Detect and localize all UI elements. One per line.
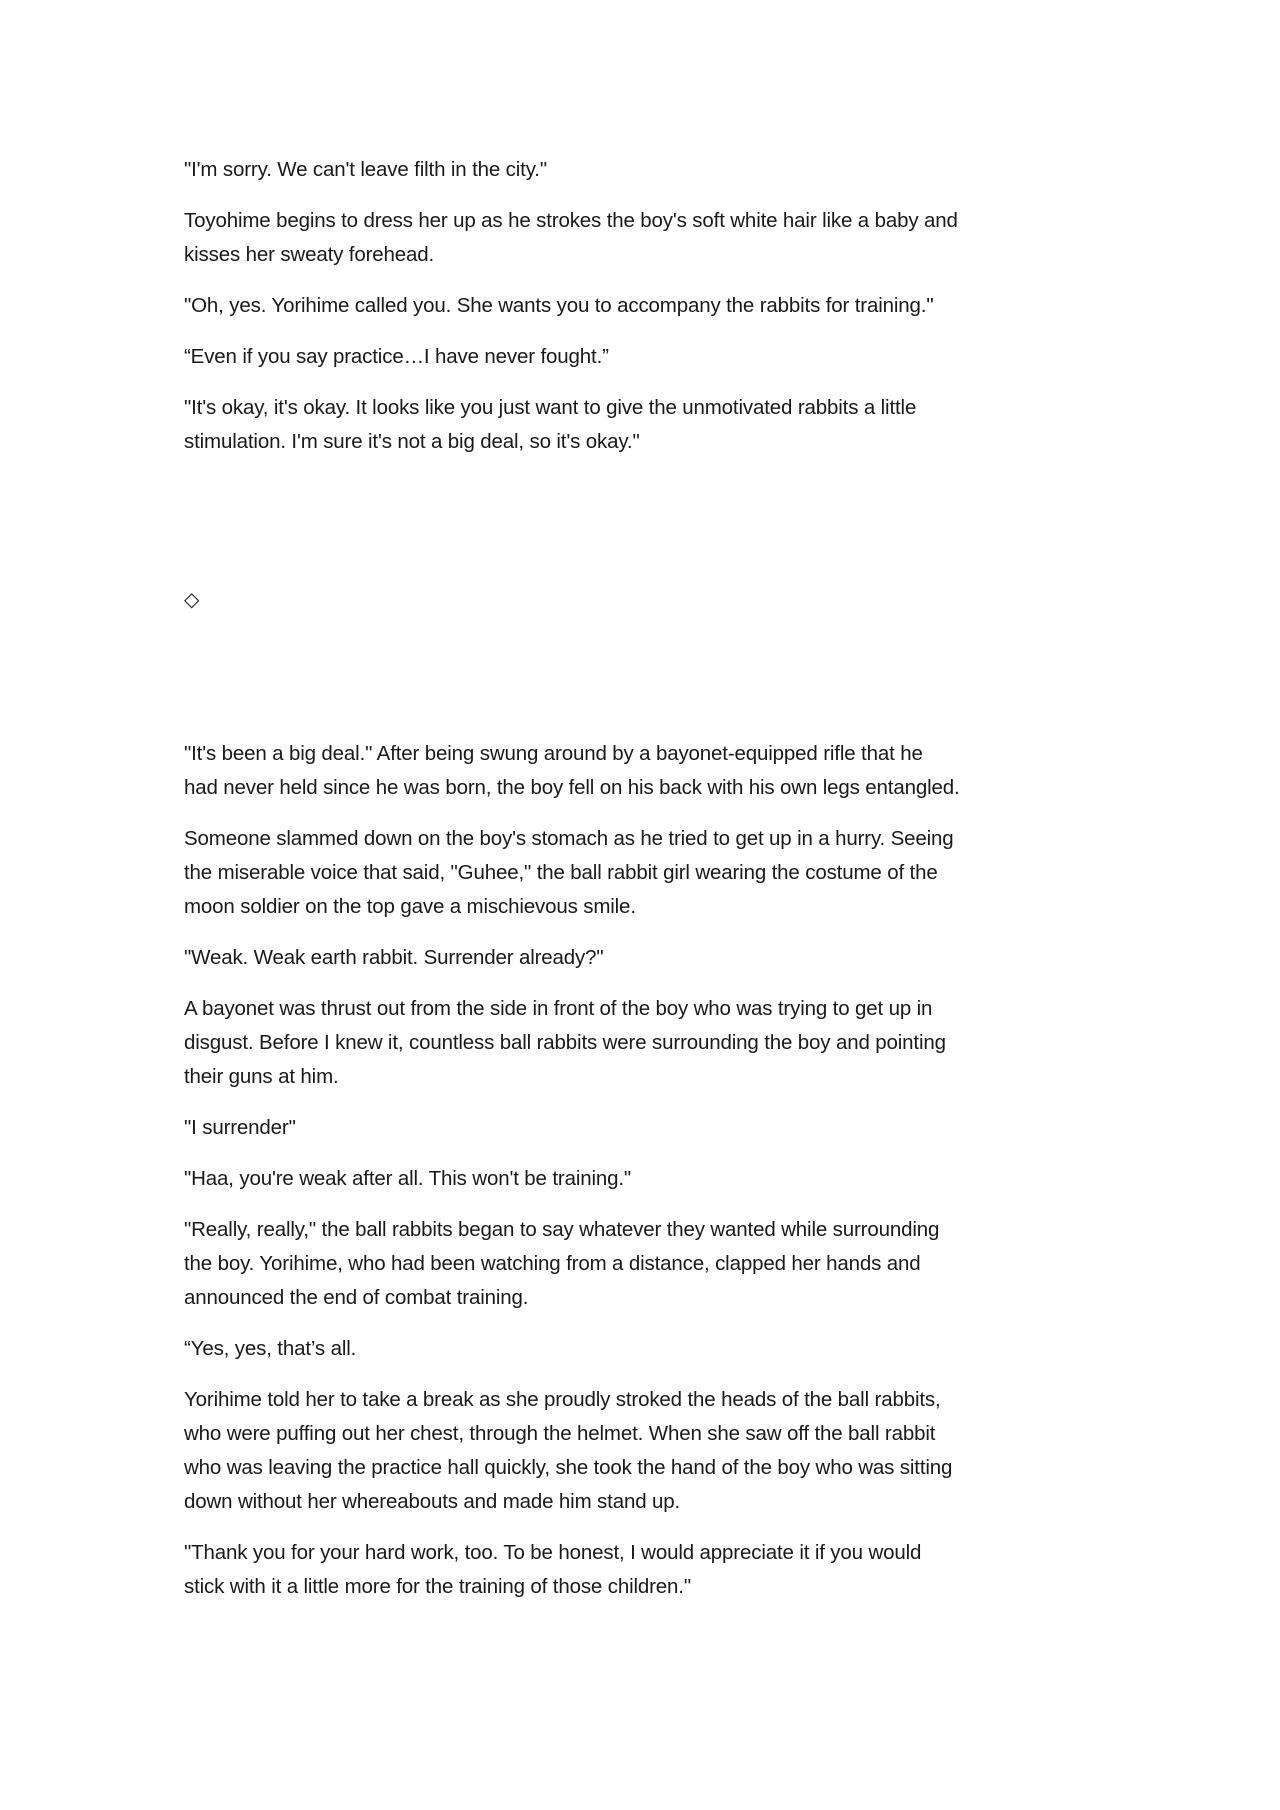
text-line: "Weak. Weak earth rabbit. Surrender already?" [184, 946, 604, 969]
text-line: who were puffing out her chest, through the helmet. When she saw off the ball rabbit [184, 1422, 936, 1445]
paragraph [184, 737, 1184, 805]
paragraph [184, 1162, 1184, 1196]
paragraph [184, 289, 1184, 323]
text-line: "Haa, you're weak after all. This won't be training." [184, 1167, 632, 1190]
text-line: who was leaving the practice hall quickly, she took the hand of the boy who was sitting [184, 1456, 953, 1479]
text-line: "It's been a big deal." After being swung around by a bayonet-equipped rifle that he [184, 742, 923, 765]
text-line: had never held since he was born, the boy fell on his back with his own legs entangled. [184, 776, 960, 799]
paragraph [184, 340, 1184, 374]
paragraph [184, 1383, 1184, 1519]
text-section-2 [184, 737, 1184, 1621]
text-line: down without her whereabouts and made him stand up. [184, 1490, 681, 1513]
text-line: the miserable voice that said, "Guhee," the ball rabbit girl wearing the costume of the [184, 861, 938, 884]
text-line: stimulation. I'm sure it's not a big deal, so it's okay." [184, 430, 640, 453]
text-line: kisses her sweaty forehead. [184, 243, 435, 266]
text-line: "Really, really," the ball rabbits began to say whatever they wanted while surrounding [184, 1218, 940, 1241]
text-line: “Yes, yes, that’s all. [184, 1337, 357, 1360]
text-line: “Even if you say practice…I have never fought.” [184, 345, 609, 368]
text-line: "I'm sorry. We can't leave filth in the city." [184, 158, 547, 181]
paragraph [184, 1111, 1184, 1145]
text-line: "I surrender" [184, 1116, 296, 1139]
text-line: A bayonet was thrust out from the side in front of the boy who was trying to get up in [184, 997, 933, 1020]
paragraph [184, 204, 1184, 272]
paragraph [184, 391, 1184, 459]
text-line: their guns at him. [184, 1065, 339, 1088]
text-line: moon soldier on the top gave a mischievous smile. [184, 895, 636, 918]
text-line: announced the end of combat training. [184, 1286, 529, 1309]
scene-break-diamond: ◇ [184, 589, 200, 611]
text-line: "Oh, yes. Yorihime called you. She wants you to accompany the rabbits for training." [184, 294, 934, 317]
text-line: the boy. Yorihime, who had been watching from a distance, clapped her hands and [184, 1252, 921, 1275]
text-line: "Thank you for your hard work, too. To be honest, I would appreciate it if you would [184, 1541, 922, 1564]
text-line: Someone slammed down on the boy's stomach as he tried to get up in a hurry. Seeing [184, 827, 954, 850]
paragraph [184, 1213, 1184, 1315]
paragraph [184, 822, 1184, 924]
text-line: disgust. Before I knew it, countless ball rabbits were surrounding the boy and pointing [184, 1031, 946, 1054]
paragraph [184, 941, 1184, 975]
paragraph [184, 153, 1184, 187]
paragraph [184, 1332, 1184, 1366]
text-line: Yorihime told her to take a break as she proudly stroked the heads of the ball rabbits, [184, 1388, 941, 1411]
text-section-1 [184, 153, 1184, 476]
text-line: stick with it a little more for the training of those children." [184, 1575, 691, 1598]
paragraph [184, 1536, 1184, 1604]
text-line: "It's okay, it's okay. It looks like you just want to give the unmotivated rabbits a little [184, 396, 917, 419]
text-line: Toyohime begins to dress her up as he strokes the boy's soft white hair like a baby and [184, 209, 958, 232]
paragraph [184, 992, 1184, 1094]
